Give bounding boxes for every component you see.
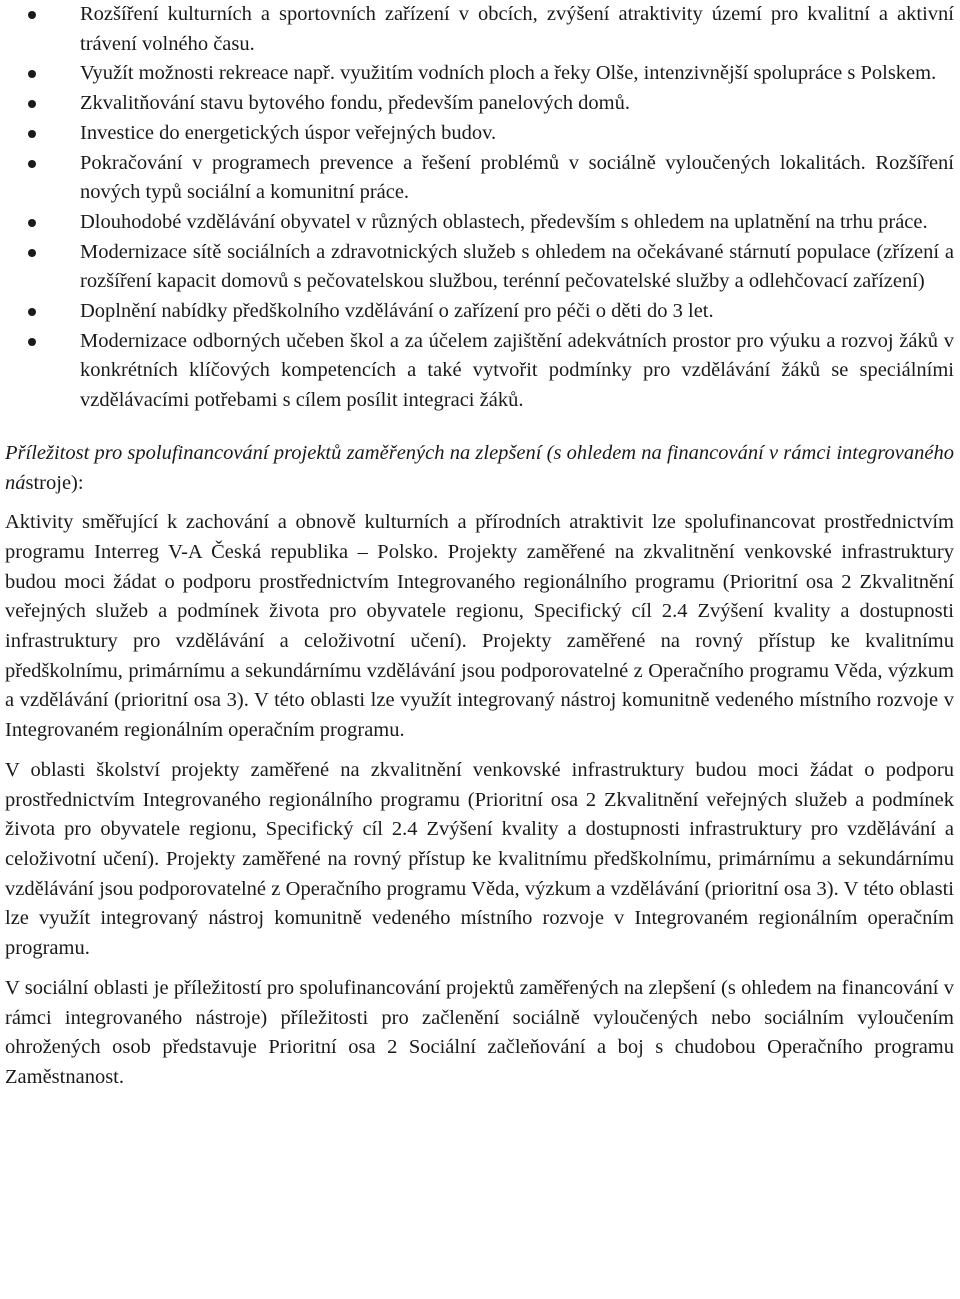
paragraph-cofinancing: Aktivity směřující k zachování a obnově kulturních a přírodních atraktivit lze spolufinancovat prostřednictvím programu Interreg V-A Česká republika – Polsko. Projekty zaměřené na zkvalitnění venkovské infrastruktury budou moci žádat o podporu prostřednictvím Integrovaného regionálního programu (Prioritní osa 2 Zkvalitnění veřejných služeb a podmínek života pro obyvatele regionu, Specifický cíl 2.4 Zvýšení kvality a dostupnosti infrastruktury pro vzdělávání a celoživotní učení). Projekty zaměřené na rovný přístup ke kvalitnímu předškolnímu, primárnímu a sekundárnímu vzdělávání jsou podporovatelné z Operačního programu Věda, výzkum a vzdělávání (prioritní osa 3). V této oblasti lze využít integrovaný nástroj komunitně vedeného místního rozvoje v Integrovaném regionálním operačním programu. — [5, 511, 954, 742]
paragraph-education: V oblasti školství projekty zaměřené na zkvalitnění venkovské infrastruktury budou moci žádat o podporu prostřednictvím Integrovaného regionálního programu (Prioritní osa 2 Zkvalitnění veřejných služeb a podmínek života pro obyvatele regionu, Specifický cíl 2.4 Zvýšení kvality a dostupnosti infrastruktury pro vzdělávání a celoživotní učení). Projekty zaměřené na rovný přístup ke kvalitnímu předškolnímu, primárnímu a sekundárnímu vzdělávání jsou podporovatelné z Operačního programu Věda, výzkum a vzdělávání (prioritní osa 3). V této oblasti lze využít integrovaný nástroj komunitně vedeného místního rozvoje v Integrovaném regionálním operačním programu. — [5, 758, 954, 960]
bullet-item: Využít možnosti rekreace např. využitím vodních ploch a řeky Olše, intenzivnější spolupráce s Polskem. — [80, 59, 954, 89]
bullet-item: Investice do energetických úspor veřejných budov. — [80, 119, 954, 149]
section-heading-plain: stroje): — [25, 471, 84, 494]
bullet-item: Modernizace sítě sociálních a zdravotnických služeb s ohledem na očekávané stárnutí populace (zřízení a rozšíření kapacit domovů s pečovatelskou službou, terénní pečovatelské služby a odlehčovací zařízení) — [80, 238, 954, 297]
bullet-item: Dlouhodobé vzdělávání obyvatel v různých oblastech, především s ohledem na uplatnění na trhu práce. — [80, 208, 954, 238]
paragraph-social: V sociální oblasti je příležitostí pro spolufinancování projektů zaměřených na zlepšení (s ohledem na financování v rámci integrovaného nástroje) příležitosti pro začlenění sociálně vyloučených nebo sociálním vyloučením ohrožených osob představuje Prioritní osa 2 Sociální začleňování a boj s chudobou Operačního programu Zaměstnanost. — [5, 976, 954, 1088]
section-heading — [5, 439, 954, 498]
bullet-item: Modernizace odborných učeben škol a za účelem zajištění adekvátních prostor pro výuku a rozvoj žáků v konkrétních klíčových kompetencích a také vytvořit podmínky pro vzdělávání žáků se speciálními vzdělávacími potřebami s cílem posílit integraci žáků. — [80, 327, 954, 416]
bullet-item: Zkvalitňování stavu bytového fondu, především panelových domů. — [80, 89, 954, 119]
bullet-item: Pokračování v programech prevence a řešení problémů v sociálně vyloučených lokalitách. Rozšíření nových typů sociální a komunitní práce. — [80, 149, 954, 208]
section-heading-italic: Příležitost pro spolufinancování projektů zaměřených na zlepšení (s ohledem na financování v rámci integrovaného ná — [5, 441, 954, 494]
bullet-list — [5, 0, 954, 416]
bullet-item: Rozšíření kulturních a sportovních zařízení v obcích, zvýšení atraktivity území pro kvalitní a aktivní trávení volného času. — [80, 0, 954, 59]
bullet-item: Doplnění nabídky předškolního vzdělávání o zařízení pro péči o děti do 3 let. — [80, 297, 954, 327]
